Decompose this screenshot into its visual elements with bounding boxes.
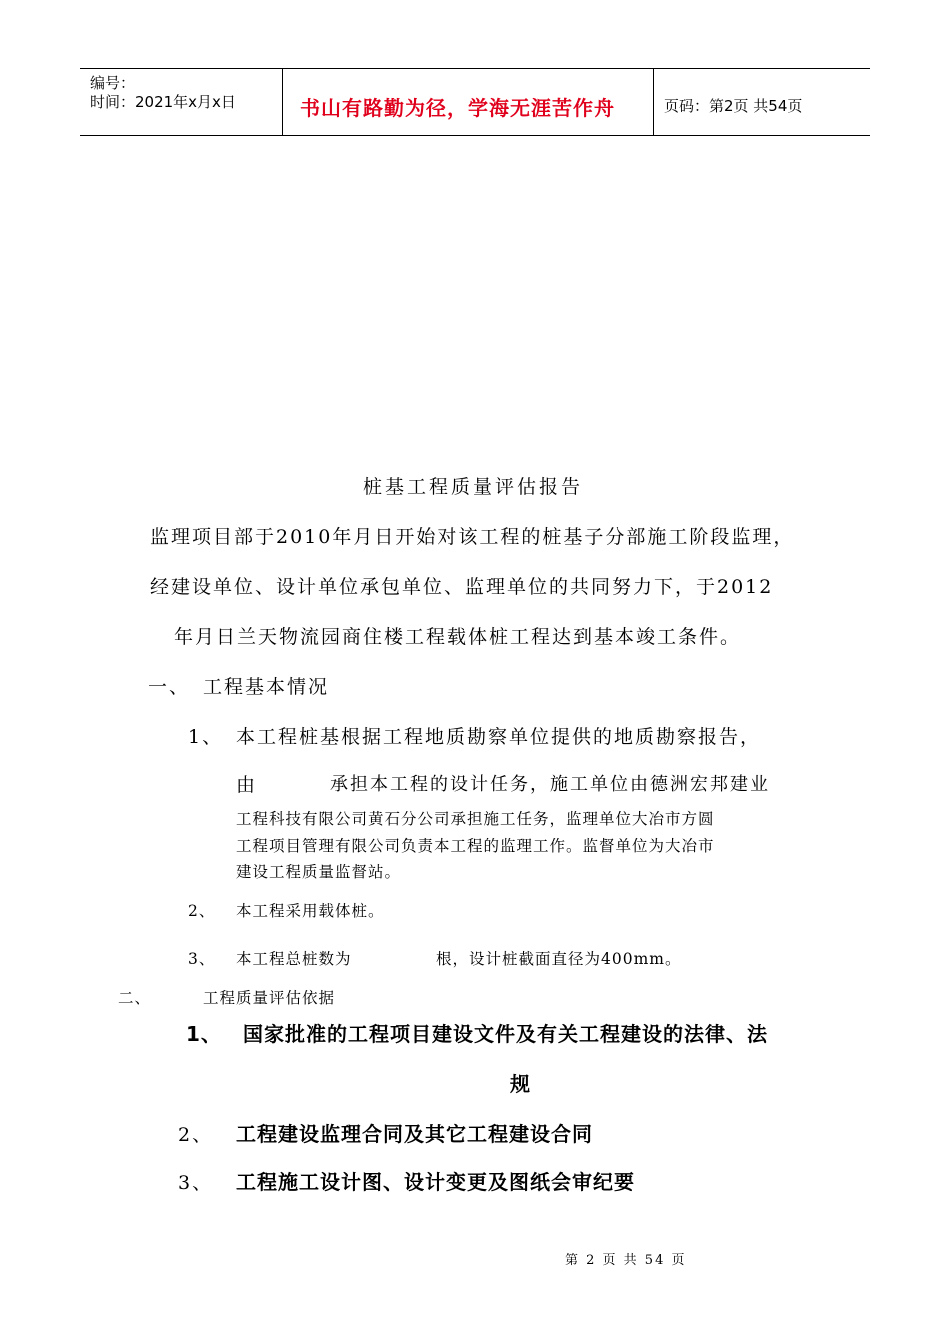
section1-heading: 工程基本情况 (203, 676, 330, 698)
s1-item2-text: 本工程采用载体桩。 (236, 902, 385, 920)
s1-item1-line1: 本工程桩基根据工程地质勘察单位提供的地质勘察报告， (236, 726, 762, 748)
document-title: 桩基工程质量评估报告 (363, 476, 584, 498)
s2-item2-text: 工程建设监理合同及其它工程建设合同 (236, 1122, 593, 1146)
section2-heading: 工程质量评估依据 (203, 989, 336, 1007)
s1-item1-line4: 工程项目管理有限公司负责本工程的监理工作。监督单位为大冶市 (236, 837, 715, 855)
header-time-label: 时间：2021年x月x日 (90, 93, 236, 111)
s1-item1-line5: 建设工程质量监督站。 (236, 863, 402, 881)
intro-line-3: 年月日兰天物流园商住楼工程载体桩工程达到基本竣工条件。 (174, 626, 742, 648)
footer-page-number: 第 2 页 共 54 页 (565, 1253, 687, 1268)
intro-line-2: 经建设单位、设计单位承包单位、监理单位的共同努力下，于2012 (150, 576, 774, 598)
section1-number: 一、 (148, 676, 191, 698)
s2-item3-number: 3、 (178, 1172, 214, 1194)
section2-number: 二、 (118, 989, 152, 1007)
header-divider-left (282, 68, 283, 136)
header-motto: 书山有路勤为径，学海无涯苦作舟 (300, 96, 615, 120)
header-bottom-border (80, 135, 870, 136)
intro-line-1: 监理项目部于2010年月日开始对该工程的桩基子分部施工阶段监理， (150, 526, 795, 548)
s1-item1-line2b: 承担本工程的设计任务，施工单位由德洲宏邦建业 (330, 774, 770, 795)
s2-item1-number: 1、 (186, 1022, 222, 1046)
header-number-label: 编号： (90, 74, 136, 92)
s1-item1-line3: 工程科技有限公司黄石分公司承担施工任务，监理单位大冶市方圆 (236, 810, 715, 828)
s2-item1-line2: 规 (510, 1072, 531, 1096)
s2-item1-line1: 国家批准的工程项目建设文件及有关工程建设的法律、法 (243, 1022, 768, 1046)
header-top-border (80, 68, 870, 69)
s2-item3-text: 工程施工设计图、设计变更及图纸会审纪要 (236, 1170, 635, 1194)
s1-item1-number: 1、 (188, 726, 224, 748)
s1-item1-line2a: 由 (236, 774, 258, 796)
s1-item3-text-b: 根，设计桩截面直径为400mm。 (436, 950, 682, 968)
header-page-label: 页码：第2页 共54页 (664, 97, 803, 115)
s1-item3-number: 3、 (188, 950, 216, 968)
s1-item2-number: 2、 (188, 902, 216, 920)
s2-item2-number: 2、 (178, 1124, 214, 1146)
s1-item3-text-a: 本工程总桩数为 (236, 950, 352, 968)
header-divider-right (653, 68, 654, 136)
